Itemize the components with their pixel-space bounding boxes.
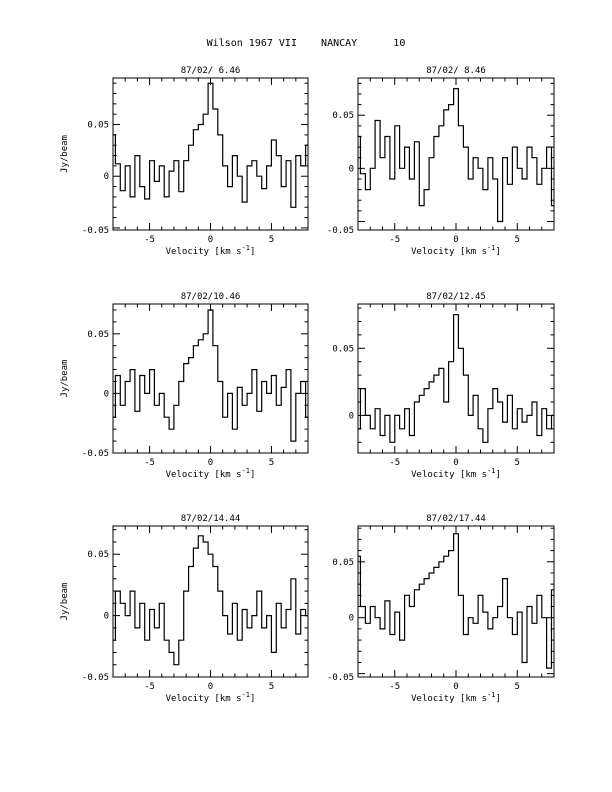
y-bottom-label: -0.05 xyxy=(326,673,354,683)
spectrum-line xyxy=(111,83,311,207)
chart-panel-2 xyxy=(327,66,557,257)
y-tick-label: 0 xyxy=(348,613,354,624)
y-tick-label: 0.05 xyxy=(332,111,354,122)
chart-panel-4 xyxy=(332,292,556,480)
x-tick-label: 0 xyxy=(453,458,459,468)
panel-title: 87/02/ 6.46 xyxy=(180,66,241,76)
chart-panel-5 xyxy=(60,514,310,704)
plot-frame xyxy=(358,304,554,453)
x-tick-label: 5 xyxy=(268,235,275,245)
x-tick-label: 0 xyxy=(207,458,214,468)
x-tick-label: -5 xyxy=(389,235,401,245)
x-tick-label: -5 xyxy=(144,458,155,468)
spectrum-line xyxy=(356,89,557,222)
plot-frame xyxy=(113,526,308,677)
chart-panel-6 xyxy=(327,514,557,704)
plot-frame xyxy=(113,78,308,230)
y-tick-label: 0 xyxy=(103,389,109,400)
plot-frame xyxy=(358,78,554,230)
spectrum-line xyxy=(111,310,311,441)
y-tick-label: 0 xyxy=(103,611,109,622)
x-tick-label: 5 xyxy=(268,682,275,692)
x-tick-label: 0 xyxy=(207,682,214,692)
y-axis-label: Jy/beam xyxy=(60,582,70,621)
y-tick-label: 0.05 xyxy=(87,120,109,131)
x-axis-label: Velocity [km $s^{-1}$] xyxy=(165,244,256,257)
panel-title: 87/02/14.44 xyxy=(180,514,241,524)
spectrum-line xyxy=(356,534,557,668)
y-tick-label: 0.05 xyxy=(87,550,109,561)
panel-title: 87/02/17.44 xyxy=(426,514,486,524)
x-axis-label: Velocity [km $s^{-1}$] xyxy=(411,691,501,704)
y-axis-label: Jy/beam xyxy=(60,359,70,398)
y-bottom-label: -0.05 xyxy=(81,449,109,459)
y-tick-label: 0.05 xyxy=(87,329,109,340)
y-bottom-label: -0.05 xyxy=(81,673,109,683)
x-tick-label: 0 xyxy=(207,235,214,245)
panel-title: 87/02/10.46 xyxy=(180,292,241,302)
x-axis-label: Velocity [km $s^{-1}$] xyxy=(165,467,256,480)
x-tick-label: -5 xyxy=(389,458,401,468)
x-tick-label: 0 xyxy=(453,682,459,692)
y-tick-label: 0 xyxy=(348,411,354,422)
chart-panel-3 xyxy=(60,292,310,480)
x-tick-label: -5 xyxy=(144,235,155,245)
spectrum-line xyxy=(356,315,557,443)
x-tick-label: 5 xyxy=(514,682,520,692)
x-axis-label: Velocity [km $s^{-1}$] xyxy=(165,691,256,704)
x-tick-label: -5 xyxy=(144,682,155,692)
x-tick-label: 5 xyxy=(514,235,520,245)
plot-frame xyxy=(113,304,308,453)
y-axis-label: Jy/beam xyxy=(60,135,70,173)
x-tick-label: 5 xyxy=(514,458,520,468)
y-tick-label: 0.05 xyxy=(332,557,354,568)
spectrum-line xyxy=(111,536,311,665)
y-bottom-label: -0.05 xyxy=(81,226,109,236)
x-tick-label: -5 xyxy=(389,682,401,692)
figure-title: Wilson 1967 VII NANCAY 10 xyxy=(206,38,406,49)
y-tick-label: 0 xyxy=(103,172,109,183)
panel-title: 87/02/12.45 xyxy=(426,292,486,302)
x-axis-label: Velocity [km $s^{-1}$] xyxy=(411,244,501,257)
x-tick-label: 5 xyxy=(268,458,275,468)
panel-title: 87/02/ 8.46 xyxy=(426,66,486,76)
y-tick-label: 0.05 xyxy=(332,344,354,355)
x-axis-label: Velocity [km $s^{-1}$] xyxy=(411,467,501,480)
x-tick-label: 0 xyxy=(453,235,459,245)
y-tick-label: 0 xyxy=(348,164,354,175)
y-bottom-label: -0.05 xyxy=(326,226,354,236)
chart-panel-1 xyxy=(60,66,310,257)
